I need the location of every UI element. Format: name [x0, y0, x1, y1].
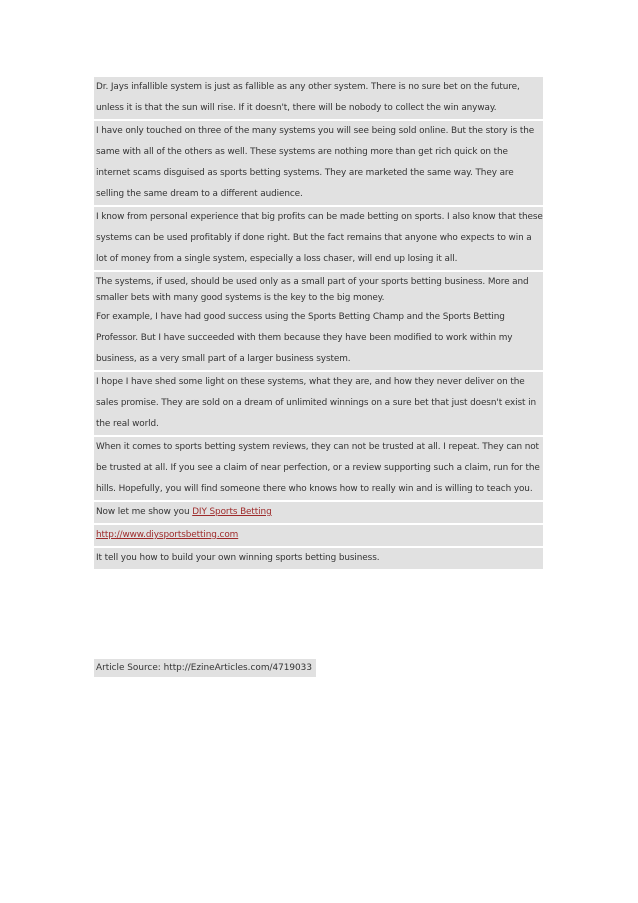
paragraph: When it comes to sports betting system reviews, they can not be trusted at all. I repeat. They can not be trusted at all. If you see a claim of near perfection, or a review supporting such a claim, run for the hills. Hopefully, you will find someone there who knows how to really win and is willing to teach you. [94, 437, 543, 500]
diy-sports-betting-link[interactable]: DIY Sports Betting [192, 507, 272, 517]
paragraph: For example, I have had good success using the Sports Betting Champ and the Sports Betting Professor. But I have succeeded with them because they have been modified to work within my business, as a very small part of a larger business system. [94, 307, 543, 370]
cta-prefix: Now let me show you [96, 507, 193, 517]
url-paragraph [94, 525, 543, 546]
paragraph: Dr. Jays infallible system is just as fallible as any other system. There is no sure bet on the future, unless it is that the sun will rise. If it doesn't, there will be nobody to collect the win anyway. [94, 77, 543, 119]
paragraph: The systems, if used, should be used only as a small part of your sports betting business. More and smaller bets with many good systems is the key to the big money. [94, 272, 543, 307]
paragraph: I have only touched on three of the many systems you will see being sold online. But the story is the same with all of the others as well. These systems are nothing more than get rich quick on the internet scams disguised as sports betting systems. They are marketed the same way. They are selling the same dream to a different audience. [94, 121, 543, 205]
diysportsbetting-url-link[interactable]: http://www.diysportsbetting.com [96, 530, 239, 540]
cta-paragraph [94, 502, 543, 523]
article-source: Article Source: http://EzineArticles.com/4719033 [94, 659, 316, 677]
paragraph: I know from personal experience that big profits can be made betting on sports. I also know that these systems can be used profitably if done right. But the fact remains that anyone who expects to win a lot of money from a single system, especially a loss chaser, will end up losing it all. [94, 207, 543, 270]
article-body [94, 77, 543, 571]
paragraph: I hope I have shed some light on these systems, what they are, and how they never deliver on the sales promise. They are sold on a dream of unlimited winnings on a sure bet that just doesn't exist in the real world. [94, 372, 543, 435]
closing-paragraph: It tell you how to build your own winning sports betting business. [94, 548, 543, 569]
